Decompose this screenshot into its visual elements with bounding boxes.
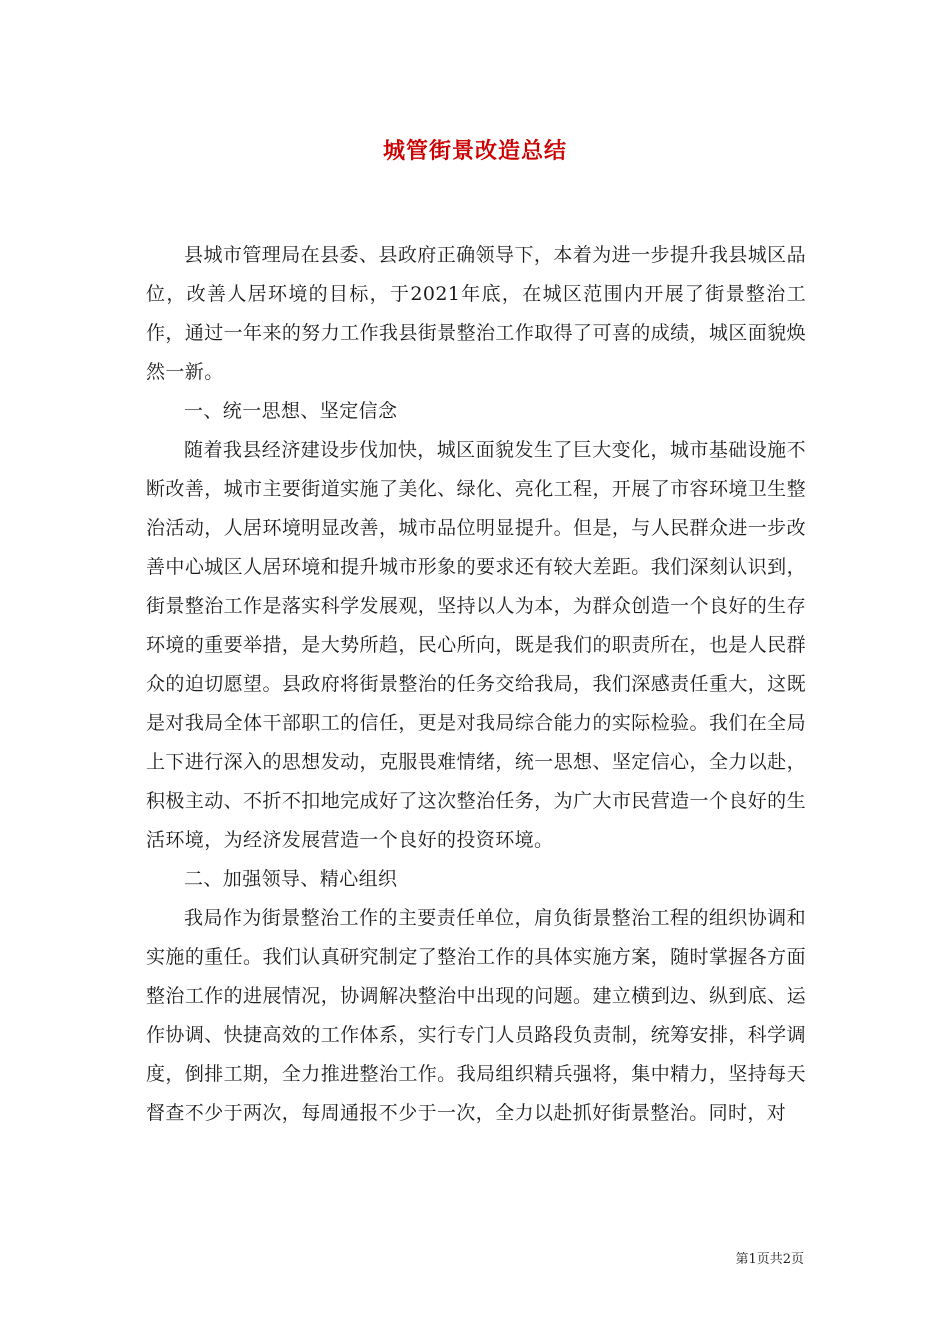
document-body	[146, 236, 806, 1133]
section-heading-2: 二、加强领导、精心组织	[184, 868, 398, 890]
section-1-paragraph: 随着我县经济建设步伐加快，城区面貌发生了巨大变化，城市基础设施不断改善，城市主要街道实施了美化、绿化、亮化工程，开展了市容环境卫生整治活动，人居环境明显改善，城市品位明显提升。但是，与人民群众进一步改善中心城区人居环境和提升城市形象的要求还有较大差距。我们深刻认识到，街景整治工作是落实科学发展观，坚持以人为本，为群众创造一个良好的生存环境的重要举措，是大势所趋，民心所向，既是我们的职责所在，也是人民群众的迫切愿望。县政府将街景整治的任务交给我局，我们深感责任重大，这既是对我局全体干部职工的信任，更是对我局综合能力的实际检验。我们在全局上下进行深入的思想发动，克服畏难情绪，统一思想、坚定信心，全力以赴，积极主动、不折不扣地完成好了这次整治任务，为广大市民营造一个良好的生活环境，为经济发展营造一个良好的投资环境。	[146, 439, 806, 851]
section-2-paragraph: 我局作为街景整治工作的主要责任单位，肩负街景整治工程的组织协调和实施的重任。我们认真研究制定了整治工作的具体实施方案，随时掌握各方面整治工作的进展情况，协调解决整治中出现的问题。建立横到边、纵到底、运作协调、快捷高效的工作体系，实行专门人员路段负责制，统筹安排，科学调度，倒排工期，全力推进整治工作。我局组织精兵强将，集中精力，坚持每天督查不少于两次，每周通报不少于一次，全力以赴抓好街景整治。同时，对	[146, 907, 806, 1124]
intro-paragraph: 县城市管理局在县委、县政府正确领导下，本着为进一步提升我县城区品位，改善人居环境的目标，于2021年底，在城区范围内开展了街景整治工作，通过一年来的努力工作我县街景整治工作取得了可喜的成绩，城区面貌焕然一新。	[146, 244, 806, 383]
section-heading-1: 一、统一思想、坚定信念	[184, 400, 398, 422]
page-number: 第1页共2页	[735, 1252, 804, 1267]
document-title: 城管街景改造总结	[382, 138, 567, 164]
